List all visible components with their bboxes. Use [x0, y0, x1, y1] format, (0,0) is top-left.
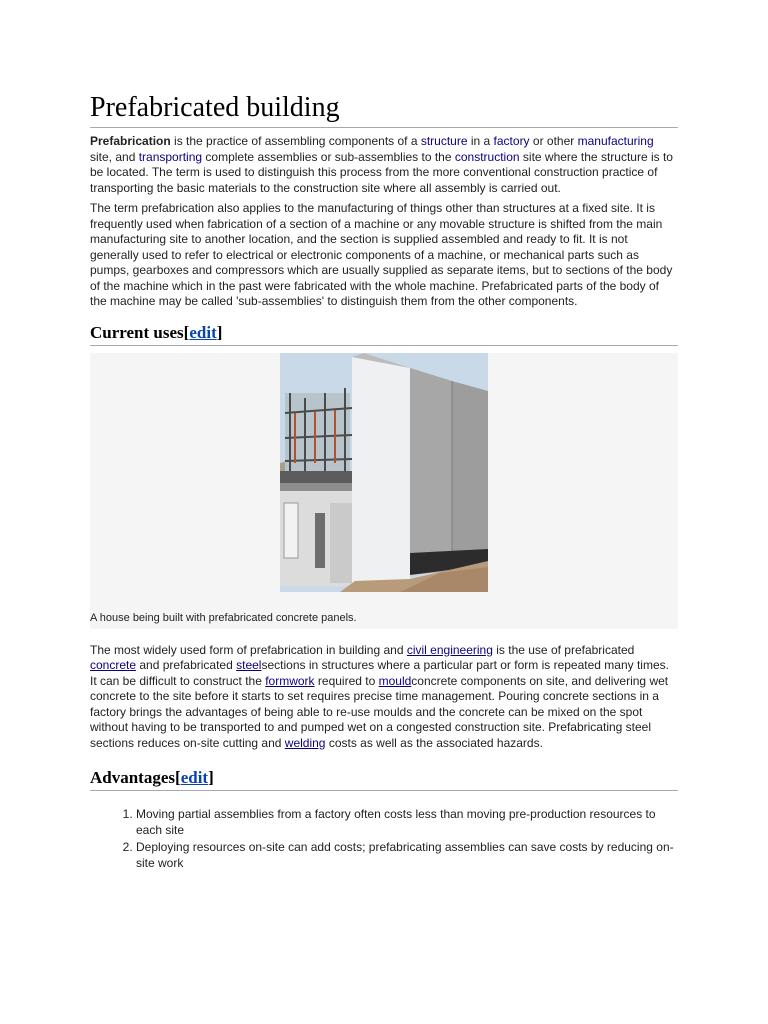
text: and prefabricated: [136, 658, 237, 672]
article: [90, 90, 678, 873]
link-construction[interactable]: construction: [454, 149, 520, 164]
text: is the practice of assembling components of a: [170, 134, 421, 148]
bold-term: Prefabrication: [90, 134, 171, 148]
section-heading-current-uses: [90, 322, 678, 346]
prefab-house-image: [280, 353, 488, 592]
intro-paragraph: [90, 134, 678, 196]
list-item: 2. Deploying resources on-site can add costs; prefabricating assemblies can save costs by reducing on-site work: [136, 840, 678, 871]
link-welding[interactable]: welding: [284, 735, 326, 750]
edit-link[interactable]: edit: [189, 322, 217, 342]
link-civil-engineering[interactable]: civil engineering: [406, 642, 493, 657]
house-photo: [280, 353, 488, 592]
list-item: 1. Moving partial assemblies from a factory often costs less than moving pre-production resources to each site: [136, 807, 678, 838]
link-steel[interactable]: steel: [236, 658, 262, 672]
bracket: [: [183, 322, 190, 342]
bracket: [: [175, 768, 181, 787]
figure-caption: A house being built with prefabricated concrete panels.: [90, 611, 357, 624]
text: or other: [529, 134, 578, 148]
text: costs as well as the associated hazards.: [325, 735, 543, 750]
link-manufacturing[interactable]: manufacturing: [577, 134, 654, 148]
figure: [90, 353, 678, 629]
text: site where the structure is to be located. The term is used to distinguish this process from the more conventional construction practice of transporting the basic materials to the construction site where all assembly is carried out.: [90, 149, 673, 195]
edit-link[interactable]: edit: [180, 768, 209, 787]
link-factory[interactable]: factory: [493, 134, 530, 148]
section-title: Current uses: [90, 322, 184, 342]
text: in a: [467, 134, 494, 148]
second-paragraph: The term prefabrication also applies to the manufacturing of things other than structures at a fixed site. It is frequently used when fabrication of a section of a machine or any movable structure is shifted from the main manufacturing site to another location, and the section is supplied assembled and ready to fit. It is not generally used to refer to electrical or electronic components of a machine, or mechanical parts such as pumps, gearboxes and compressors which are usually supplied as separate items, but to sections of the body of the machine which in the past were fabricated with the whole machine. Prefabricated parts of the body of the machine may be called 'sub-assemblies' to distinguish them from the other components.: [90, 201, 673, 308]
text: complete assemblies or sub-assemblies to the: [202, 149, 455, 164]
edit-section: [175, 768, 214, 787]
edit-section: [184, 323, 223, 342]
section-heading-advantages: [90, 767, 678, 791]
bracket: ]: [216, 322, 223, 342]
link-concrete[interactable]: concrete: [90, 658, 137, 672]
page-title: Prefabricated building: [90, 90, 678, 128]
uses-paragraph: [90, 643, 678, 752]
text: required to: [314, 673, 379, 688]
link-formwork[interactable]: formwork: [265, 673, 315, 688]
text: sections in structures where a particular part or form is repeated many times. It can be difficult to construct the: [90, 658, 669, 688]
advantages-list: [90, 807, 678, 871]
bracket: ]: [208, 768, 214, 787]
link-mould[interactable]: mould: [378, 673, 412, 688]
section-title: Advantages: [90, 768, 176, 787]
link-transporting[interactable]: transporting: [138, 149, 203, 164]
text: The most widely used form of prefabrication in building and: [90, 642, 407, 657]
link-structure[interactable]: structure: [420, 134, 468, 148]
text: is the use of prefabricated: [492, 642, 635, 657]
text: site, and: [90, 149, 139, 164]
text: concrete components on site, and delivering wet concrete to the site before it starts to set requires precise time management. Pouring concrete sections in a factory brings the advantages of being able to re-use moulds and the concrete can be mixed on the spot without having to be transported to and pumped wet on a congested construction site. Prefabricating steel sections reduces on-site cutting and: [90, 673, 669, 750]
